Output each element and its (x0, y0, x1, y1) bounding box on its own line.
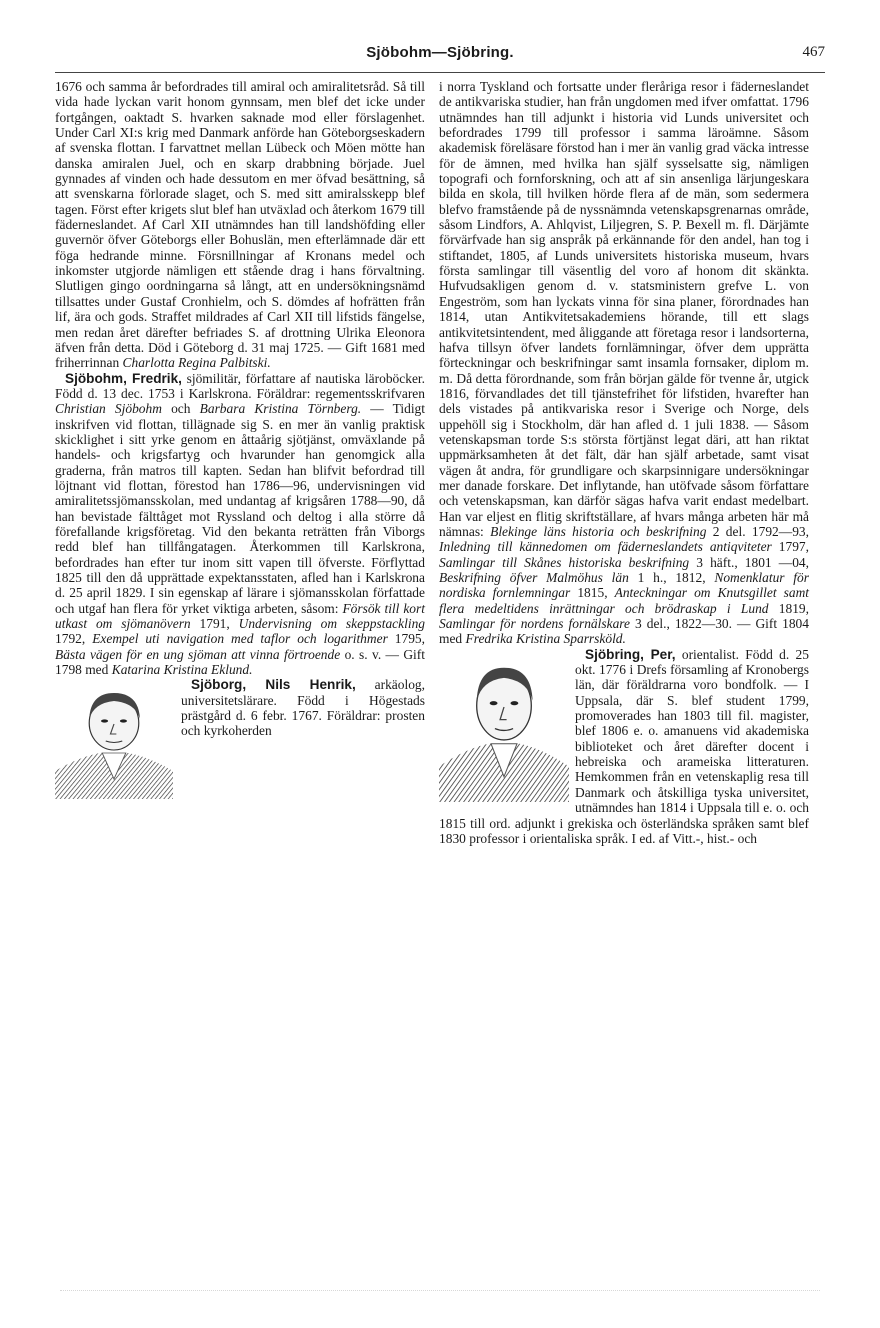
work-title: Inledning till kännedomen om fäderneslandets antiqviteter (439, 539, 772, 555)
text: 3 del., 1822—30. — Gift 1804 med (439, 616, 809, 647)
text: 1676 och samma år befordrades till amiral och amiralitetsråd. Så till vida hade lyckan varit honom gynnsam, men blef det icke under fortgången, oaktadt S. hvarken saknade mod eller förslagenhet. Under Carl XI:s krig med Danmark anförde han Göteborgseskadern af svenska flottan. I farvattnet mellan Lübeck och Möen mötte han danska amiralen Juel, och en skarp drabbning började. Juel gynnades af vinden och hade dessutom en mer öfvad besättning, så att svenskarna förlorade slaget, och S. med sitt amiralsskepp blef tagen. Först efter krigets slut blef han utväxlad och återkom 1679 till fäderneslandet. Af Carl XII utnämndes han till landshöfding eller guvernör öfver Göteborgs eller Bohuslän, men efterlämnade där ett föga hedrande minne. Försnillningar af Kronans medel och inkomster utgjorde nämligen ett stående drag i hans förvaltning. Slutligen gingo oordningarna så långt, att en undersökningsnämd tillsattes under Gustaf Cronhielm, och S. dömdes af hofrätten från lif, ära och gods. Straffet mildrades af Carl XII till lifstids fängelse, men redan året därefter befriades S. af drottning Ulrika Eleonora äfven från detta. Död i Göteborg d. 31 maj 1725. — Gift 1681 med friherrinnan (55, 79, 425, 371)
work-title: Exempel uti navigation med taflor och logarithmer (92, 631, 388, 647)
text: i norra Tyskland och fortsatte under fleråriga resor i fäderneslandet de antikvariska studier, han från ungdomen med ifver omfattat. 1796 utnämndes han till adjunkt i historia vid Lunds universitet och befordrades 1799 till professor i samma läroämne. Såsom akademisk föreläsare förstod han i mer än vanlig grad väcka intresse för de ämnen, med hvilka han själf sysselsatte sig, nämligen topografi och fornforskning, och att af sin ansenliga lärjungeskara bilda en skola, till hvilken hörde flera af de män, som sedermera blefvo framstående på de nyssnämnda vetenskapsgrenarnas område, såsom Lindfors, A. Ahlqvist, Liljegren, S. P. Bexell m. fl. Därjämte förvärfvade han sig anspråk på erkännande för den andel, han tog i stiftandet, 1805, af Lunds universitets historiska museum, hvars första samlingar till väsentlig del voro af honom dit skänkta. Hufvudsakligen genom d. v. statsministern grefve L. von Engeström, som han lyckats vinna för sina planer, förordnades han 1814, utan Antikvitetsakademiens hörande, till ett slags antikvitetsintendent, med åliggande att företaga resor i landsorterna, hafva tillsyn öfver landets fornlämningar, öfver dem upprätta förteckningar och beskrifningar samt insamla fornsaker, diplom m. m. Då detta förordnande, som från början gälde för tvenne år, utgick 1816, förvandlades det till tjänstefrihet för lifstiden, hvarefter han dels vistades på antikvariska resor i Sverige och Norge, dels uppehöll sig i Stockholm, där han afled d. 1 juli 1838. — Såsom vetenskapsman torde S:s största förtjänst legat däri, att han riktat uppmärksamheten åt det fält, där han själf arbetade, samt visat vägen åt andra, för grundligare och skarpsinnigare undersökningar mer danade forskare. Det inflytande, han utöfvade såsom författare och vetenskapsman, kan därför sägas hafva varit endast medelbart. Han var eljest en flitig skriftställare, af hvars många arbeten här må nämnas: (439, 79, 809, 539)
spouse-name: Charlotta Regina Palbitski. (122, 355, 271, 371)
work-title: Nomenklatur för nordiska fornlemningar (439, 570, 809, 601)
entry-continuation (55, 79, 425, 371)
work-title: Samlingar till Skånes historiska beskrifning (439, 554, 690, 570)
entry-sjobohm-fredrik (55, 371, 425, 678)
text: 1819, (768, 600, 810, 616)
text: 1792, (55, 631, 93, 647)
running-title: Sjöbohm—Sjöbring. (366, 44, 514, 61)
text: 1797, (771, 539, 809, 555)
text: orientalist. Född d. 25 okt. 1776 i Drefs församling af Kronobergs län, där föräldrarna voro bondfolk. — I Uppsala, där S. blef student 1799, promoverades han 1803 till fil. magister, blef 1806 e. o. amanuens vid akademiska biblioteket och året därefter docent i hebreiska och arameiska litteraturen. Hemkommen från en vetenskaplig resa till Danmark och åtskilliga tyska universitet, utnämndes han 1814 i Uppsala till e. o. och 1815 till ord. adjunkt i grekiska och österländska språken samt blef 1830 professor i orientaliska språk. I ed. af Vitt.-, hist.- och (439, 646, 809, 846)
work-title: Beskrifning öfver Malmöhus län (439, 570, 629, 585)
work-title: Samlingar för nordens fornälskare (439, 616, 630, 632)
entry-sjobring-per (439, 647, 809, 846)
work-title: Blekinge läns historia och beskrifning (490, 523, 707, 539)
work-title: Undervisning om skeppstackling (238, 616, 426, 632)
mother-name: Barbara Kristina Törnberg. (199, 401, 362, 417)
text: 1 h., 1812, (628, 570, 715, 585)
scan-noise (60, 1290, 820, 1291)
text: 2 del. 1792—93, (706, 523, 810, 539)
text: — Tidigt inskrifven vid flottan, tillägnade sig S. en mer än vanlig praktisk skicklighet i sitt yrke genom en åttaårig sjötjänst, omväxlande på handels- och krigsfartyg och hvarunder han genomgick alla graderna, från matros till kapten. Sedan han blifvit befordrad till löjtnant vid flottan, förestod han 1786—96, undervisningen vid amiralitetssjömansskolan, med undantag af krigsåren 1788—90, då han bevistade fälttåget mot Ryssland och deltog i alla större då förefallande krigsföretag. Vid den bekanta reträtten från Viborgs redd blef han tillfångatagen. Återkommen till Karlskrona, befordrades han efter tur inom sitt vapen till öfverste. Förflyttad 1825 till den då upprättade expektansstaten, afled han i Karlskrona d. 25 april 1829. I sin egenskap af lärare i sjömansskolan författade och utgaf han flera för yrket viktiga arbeten, såsom: (55, 401, 426, 616)
right-column (439, 79, 809, 846)
page-number: 467 (802, 44, 825, 60)
headword: Sjöbring, Per, (585, 646, 676, 662)
work-title: Anteckningar om Knutsgillet samt flera medeltidens inrättningar och brödraskap i Lund (439, 585, 810, 616)
text: 1795, (387, 631, 425, 647)
left-column (55, 79, 425, 799)
portrait-sjoborg-image (55, 679, 173, 799)
portrait-sjobring-image (439, 650, 569, 802)
header-rule (55, 72, 825, 73)
headword: Sjöborg, Nils Henrik, (191, 677, 356, 693)
text: 3 häft., 1801 —04, (689, 554, 809, 570)
spouse-name: Fredrika Kristina Sparrsköld. (465, 631, 626, 647)
work-title: Bästa vägen för en ung sjöman att vinna förtroende (55, 646, 341, 662)
text: o. s. v. — Gift 1798 med (55, 646, 425, 678)
text: och (161, 401, 200, 417)
text: 1791, (190, 616, 239, 632)
text: sjömilitär, författare af nautiska läroböcker. Född d. 13 dec. 1753 i Karlskrona. Föräldrar: regementsskrifvaren (55, 370, 426, 401)
work-title: Försök till kort utkast om sjömanövern (55, 600, 425, 632)
entry-sjoborg-nils-henrik (55, 677, 425, 738)
text: 1815, (570, 585, 615, 601)
entry-continuation (439, 79, 809, 647)
father-name: Christian Sjöbohm (55, 401, 162, 417)
page-header (55, 44, 825, 70)
spouse-name: Katarina Kristina Eklund. (111, 662, 253, 678)
text: arkäolog, universitetslärare. Född i Högestads prästgård d. 6 febr. 1767. Föräldrar: prosten och kyrkoherden (181, 677, 426, 739)
headword: Sjöbohm, Fredrik, (65, 370, 182, 386)
